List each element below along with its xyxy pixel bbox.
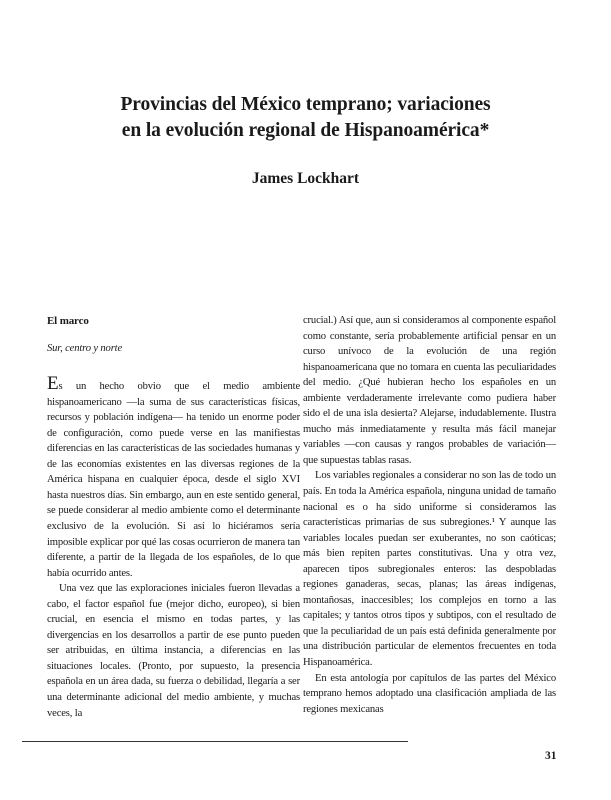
article-title-line1: Provincias del México temprano; variaciones	[120, 94, 491, 115]
body-paragraph: Los variables regionales a considerar no son las de todo un país. En toda la América española, ninguna unidad de tamaño nacional es o ha sido uniforme si consideramos las características primarias de sus subregiones.¹ Y aunque las variables locales puedan ser exuberantes, no son caóticas; más bien repiten partes constitutivas. Una y otra vez, aparecen tipos subregionales enteros: las despobladas regiones ganaderas, secas, planas; las áreas indígenas, montañosas, inaccesibles; los complejos en torno a las capitales; y tantos otros tipos y subtipos, con el resultado de que la peculiaridad de un país está definida generalmente por una distribución particular de elementos frecuentes en toda Hispanoamérica.	[303, 470, 556, 669]
article-title-line2: en la evolución regional de Hispanoamérica*	[121, 120, 490, 141]
page-number: 31	[545, 750, 557, 762]
body-paragraph: crucial.) Así que, aun si consideramos al componente español como constante, sería probablemente artificial pensar en un curso unívoco de la evolución de una región hispanoamericana que no tomara en cuenta las peculiaridades del medio. ¿Qué hubieran hecho los españoles en un ambiente verdaderamente irrelevante como pudiera haber sido el de una isla desierta? Alejarse, indudablemente. Ilustra mucho más inmediatamente y resulta más fácil manejar variables —con causas y rangos probables de variación— que supuestas tablas rasas.	[303, 315, 556, 466]
article-title	[40, 92, 571, 144]
left-column	[47, 314, 300, 721]
subsection-title: Sur, centro y norte	[47, 342, 123, 354]
body-paragraph: Una vez que las exploraciones iniciales fueron llevadas a cabo, el factor español fue (mejor dicho, europeo), si bien crucial, en esencia el mismo en todas partes, y las divergencias en los desarrollos a partir de ese punto pueden ser atribuidas, en última instancia, a diferencias en las situaciones locales. (Pronto, por supuesto, la presencia española en un área dada, su fuerza o debilidad, llegaría a ser una determinante adicional del medio ambiente, y muchas veces, la	[47, 583, 300, 719]
body-paragraph: Es un hecho obvio que el medio ambiente hispanoamericano —la suma de sus características físicas, recursos y población indígena— ha tenido un enorme poder de configuración, como puede verse en las manifiestas diferencias en las características de las sociedades humanas y de las economías existentes en las diversas regiones de la América hispana en cualquier época, desde el siglo XVI hasta nuestros días. Sin embargo, aun en este sentido general, se puede considerar al medio ambiente como el determinante exclusivo de la evolución. Si así lo hiciéramos sería imposible explicar por qué las cosas ocurrieron de manera tan diferente, a partir de la llegada de los españoles, de lo que había ocurrido antes.	[47, 373, 300, 579]
section-title: El marco	[47, 315, 89, 327]
right-column	[303, 313, 556, 717]
footnote-divider	[22, 741, 408, 742]
article-author: James Lockhart	[251, 170, 360, 187]
body-paragraph: En esta antología por capítulos de las partes del México temprano hemos adoptado una clasificación ampliada de las regiones mexicanas	[303, 672, 556, 715]
